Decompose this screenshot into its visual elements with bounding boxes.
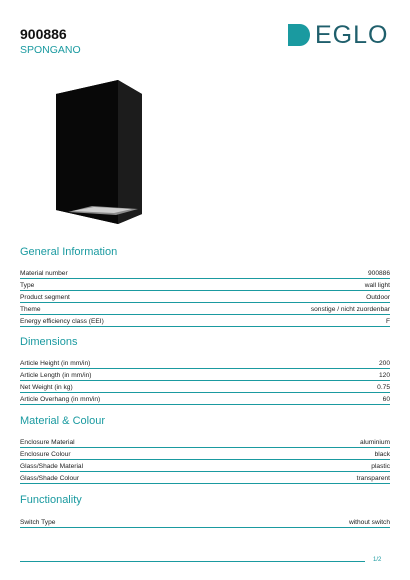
dimensions-table [20, 357, 390, 405]
material-colour-table [20, 436, 390, 484]
table-row [20, 357, 390, 369]
section-title-dimensions: Dimensions [20, 336, 78, 348]
row-label: Energy efficiency class (EEI) [20, 318, 104, 325]
table-row [20, 315, 390, 327]
footer-divider [20, 561, 365, 562]
row-label: Enclosure Colour [20, 451, 71, 458]
table-row [20, 436, 390, 448]
row-label: Theme [20, 306, 41, 313]
row-value: 120 [378, 372, 390, 379]
section-title-functionality: Functionality [20, 494, 82, 506]
row-value: 60 [382, 396, 390, 403]
table-row [20, 267, 390, 279]
row-value: wall light [364, 282, 390, 289]
row-value: 200 [378, 360, 390, 367]
table-row [20, 381, 390, 393]
row-value: 0.75 [377, 384, 390, 391]
row-label: Article Overhang (in mm/in) [20, 396, 101, 403]
table-row [20, 472, 390, 484]
row-value: sonstige / nicht zuordenbar [310, 306, 390, 313]
product-image [48, 76, 158, 232]
table-row [20, 279, 390, 291]
row-value: Outdoor [366, 294, 390, 301]
page-number: 1/2 [373, 557, 382, 563]
row-value: plastic [371, 463, 390, 470]
row-label: Type [20, 282, 35, 289]
table-row [20, 448, 390, 460]
eglo-logo-mark-icon [288, 24, 310, 46]
table-row [20, 393, 390, 405]
eglo-logo [288, 21, 392, 50]
row-label: Glass/Shade Colour [20, 475, 80, 482]
row-value: black [374, 451, 390, 458]
row-value: aluminium [359, 439, 390, 446]
logo-text: EGLO [315, 21, 389, 49]
section-title-general-information: General Information [20, 246, 118, 258]
row-value: F [385, 318, 390, 325]
table-row [20, 369, 390, 381]
general-information-table [20, 267, 390, 327]
table-row [20, 291, 390, 303]
row-label: Enclosure Material [20, 439, 75, 446]
product-number: 900886 [20, 26, 67, 42]
table-row [20, 303, 390, 315]
row-label: Article Length (in mm/in) [20, 372, 92, 379]
functionality-table [20, 516, 390, 528]
row-label: Article Height (in mm/in) [20, 360, 91, 367]
row-value: transparent [356, 475, 390, 482]
row-label: Net Weight (in kg) [20, 384, 73, 391]
table-row [20, 460, 390, 472]
table-row [20, 516, 390, 528]
row-value: without switch [348, 519, 390, 526]
row-label: Switch Type [20, 519, 56, 526]
row-label: Material number [20, 270, 68, 277]
product-name: SPONGANO [20, 44, 81, 56]
section-title-material-colour: Material & Colour [20, 415, 105, 427]
row-label: Product segment [20, 294, 70, 301]
row-value: 900886 [367, 270, 390, 277]
row-label: Glass/Shade Material [20, 463, 84, 470]
